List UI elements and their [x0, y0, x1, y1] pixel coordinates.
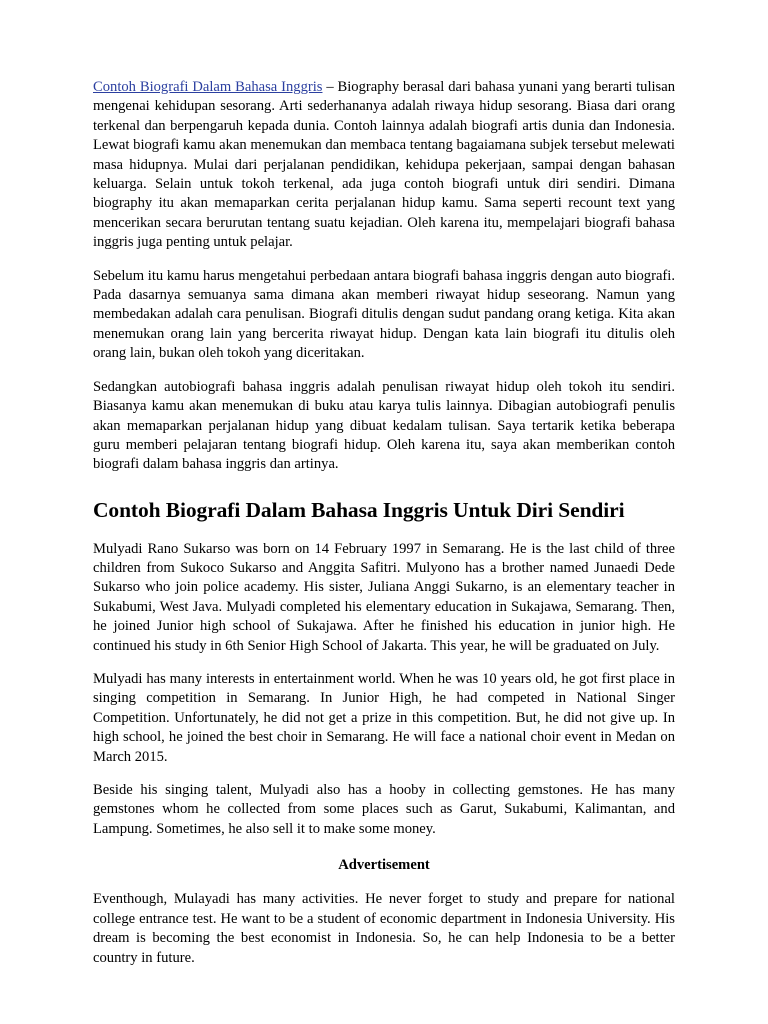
advertisement-label: Advertisement — [338, 857, 430, 874]
intro-paragraph — [93, 78, 675, 253]
paragraph-3: Sedangkan autobiografi bahasa inggris adalah penulisan riwayat hidup oleh tokoh itu sendiri. Biasanya kamu akan menemukan di buku atau karya tulis lainnya. Dibagian autobiografi penulis akan memaparkan perjalanan hidup yang dibuat kedalam tulisan. Saya tertarik ketika beberapa guru memberi pelajaran tentang biografi hidup. Oleh karena itu, saya akan memberikan contoh biografi dalam bahasa inggris dan artinya. — [93, 378, 675, 473]
document-body — [93, 78, 675, 968]
section-heading: Contoh Biografi Dalam Bahasa Inggris Untuk Diri Sendiri — [93, 497, 625, 522]
paragraph-6: Beside his singing talent, Mulyadi also has a hooby in collecting gemstones. He has many gemstones whom he collected from some places such as Garut, Sukabumi, Kalimantan, and Lampung. Sometimes, he also sell it to make some money. — [93, 782, 675, 837]
paragraph-5: Mulyadi has many interests in entertainment world. When he was 10 years old, he got first place in singing competition in Semarang. In Junior High, he had competed in National Singer Competition. Unfortunately, he did not get a prize in this competition. But, he did not give up. In high school, he joined the best choir in Semarang. He will face a national choir event in Medan on March 2015. — [93, 671, 675, 765]
intro-paragraph-text: – Biography berasal dari bahasa yunani yang berarti tulisan mengenai kehidupan sesorang. Arti sederhananya adalah riwaya hidup sesorang. Biasa dari orang terkenal dan berpengaruh kepada dunia. Contoh lainnya adalah biografi artis dunia dan Indonesia. Lewat biografi kamu akan menemukan dan membaca tentang bagaiamana subjek tersebut melewati masa hidupnya. Mulai dari perjalanan pendidikan, kehidupa pekerjaan, sampai dengan bahasan keluarga. Selain untuk tokoh terkenal, ada juga contoh biografi untuk diri sendiri. Dimana biography itu akan memaparkan cerita perjalanan hidup kamu. Sama seperti recount text yang mencerikan secara berurutan tentang suatu kejadian. Oleh karena itu, mempelajari biografi bahasa inggris juga penting untuk pelajar. — [93, 79, 676, 251]
paragraph-4: Mulyadi Rano Sukarso was born on 14 February 1997 in Semarang. He is the last child of three children from Sukoco Sukarso and Anggita Safitri. Mulyono has a brother named Junaedi Dede Sukarso who join police academy. His sister, Juliana Anggi Sukarno, is an elementary teacher in Sukabumi, West Java. Mulyadi completed his elementary education in Sukajawa, Semarang. Then, he joined Junior high school of Sukajawa. After he finished his education in junior high. He continued his study in 6th Senior High School of Jakarta. This year, he will be graduated on July. — [93, 540, 675, 654]
paragraph-7: Eventhough, Mulayadi has many activities. He never forget to study and prepare for national college entrance test. He want to be a student of economic department in Indonesia University. His dream is becoming the best economist in Indonesia. So, he can help Indonesia to be a better country in future. — [93, 891, 675, 966]
paragraph-2: Sebelum itu kamu harus mengetahui perbedaan antara biografi bahasa inggris dengan auto biografi. Pada dasarnya semuanya sama dimana akan memberi riwayat hidup seseorang. Namun yang membedakan adalah cara penulisan. Biografi ditulis dengan sudut pandang orang ketiga. Kita akan menemukan orang lain yang bercerita riwayat hidup. Dengan kata lain biografi itu ditulis oleh orang lain, bukan oleh tokoh yang diceritakan. — [93, 267, 675, 362]
contoh-biografi-link[interactable]: Contoh Biografi Dalam Bahasa Inggris — [93, 79, 323, 95]
